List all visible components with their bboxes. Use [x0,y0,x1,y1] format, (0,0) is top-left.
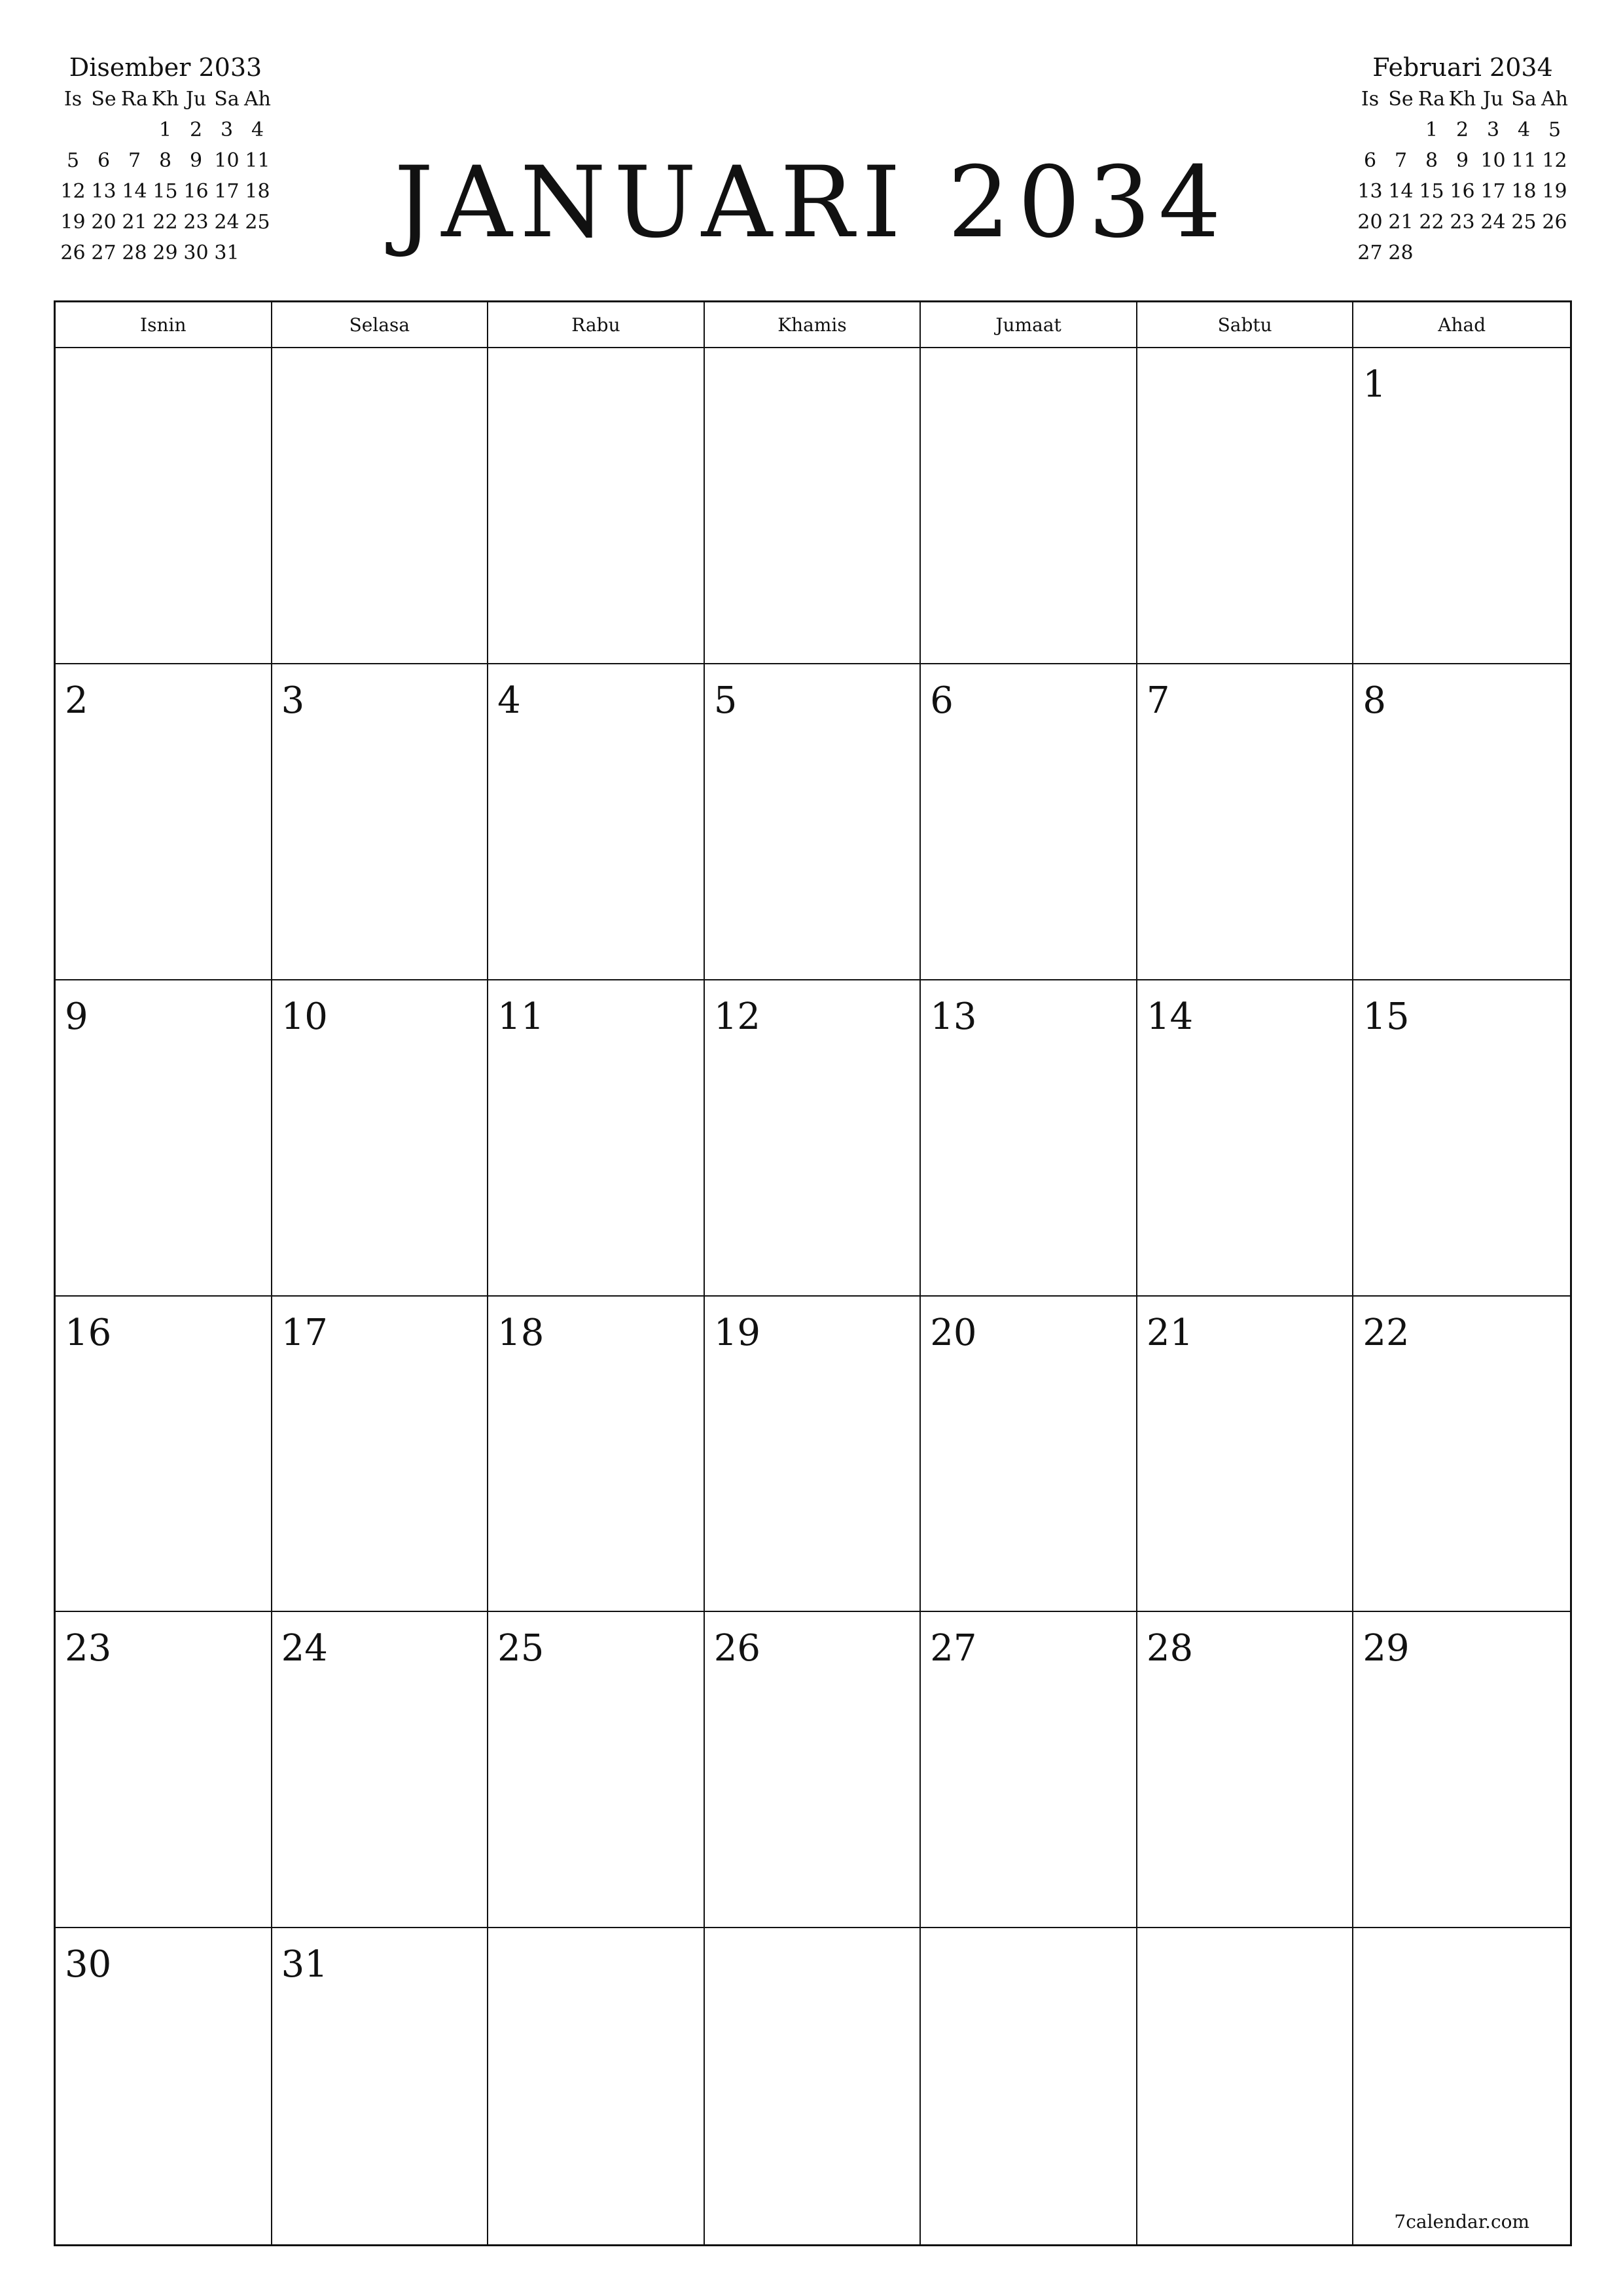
day-cell[interactable] [705,980,921,1297]
mini-weekday-label: Ah [1541,88,1568,111]
day-cell[interactable] [1353,980,1570,1297]
mini-day-number: 19 [60,211,86,234]
mini-day-number [1447,238,1478,268]
day-number: 8 [1363,679,1387,722]
mini-weekday-label: Is [1361,88,1380,111]
day-number: 22 [1363,1311,1410,1354]
mini-day-number: 28 [122,242,147,264]
day-number: 30 [65,1943,112,1986]
mini-day-number: 12 [1542,149,1567,172]
mini-day-number: 17 [214,180,240,203]
day-cell[interactable] [56,348,272,664]
day-number: 27 [930,1627,977,1670]
mini-weekday-label: Ra [1418,88,1446,111]
mini-day-number: 21 [1388,211,1414,234]
mini-day-number: 25 [1511,211,1537,234]
mini-day-number: 9 [1455,149,1469,172]
mini-day-number: 18 [1511,180,1537,203]
day-number: 6 [930,679,954,722]
day-number: 19 [713,1311,760,1354]
mini-day-number [119,115,150,145]
mini-day-number: 24 [214,211,240,234]
day-cell[interactable] [1353,1297,1570,1613]
day-number: 16 [65,1311,112,1354]
mini-weekday-label: Is [63,88,82,111]
day-number: 21 [1146,1311,1194,1354]
mini-day-number: 20 [91,211,116,234]
mini-day-number: 2 [1455,118,1469,141]
mini-day-number: 5 [1548,118,1561,141]
day-number: 5 [713,679,738,722]
weekday-header: Selasa [272,302,489,348]
day-cell[interactable] [488,1297,705,1613]
mini-day-number: 23 [1450,211,1475,234]
mini-day-number: 1 [158,118,172,141]
mini-day-number [242,238,273,268]
day-cell[interactable] [272,1928,489,2244]
day-cell[interactable] [1137,1612,1354,1928]
day-cell[interactable] [1353,664,1570,980]
mini-day-number: 15 [152,180,178,203]
mini-day-number [1478,238,1508,268]
day-cell[interactable] [921,1612,1137,1928]
day-cell[interactable] [272,348,489,664]
day-cell[interactable] [272,664,489,980]
day-cell[interactable] [705,1928,921,2244]
mini-day-number: 29 [152,242,178,264]
mini-weekday-label: Sa [214,88,240,111]
mini-day-number [1385,115,1416,145]
day-number: 20 [930,1311,977,1354]
weekday-header: Ahad [1353,302,1570,348]
day-cell[interactable] [56,1612,272,1928]
mini-day-number: 17 [1480,180,1506,203]
mini-day-number: 3 [1486,118,1500,141]
day-cell[interactable] [1353,348,1570,664]
mini-weekday-label: Sa [1511,88,1537,111]
day-number: 7 [1146,679,1170,722]
mini-weekday-label: Kh [1448,88,1476,111]
mini-calendar-title: Februari 2034 [1372,53,1553,82]
day-number: 25 [497,1627,544,1670]
mini-day-number [1416,238,1447,268]
mini-day-number: 7 [1394,149,1408,172]
day-number: 10 [281,995,328,1038]
mini-weekday-label: Kh [151,88,179,111]
weekday-header: Rabu [488,302,705,348]
day-number: 15 [1363,995,1410,1038]
mini-day-number: 23 [183,211,209,234]
day-number: 18 [497,1311,544,1354]
day-cell[interactable] [1137,348,1354,664]
mini-day-number: 22 [1419,211,1444,234]
mini-day-number: 11 [245,149,270,172]
day-cell[interactable] [56,1928,272,2244]
day-cell[interactable] [921,980,1137,1297]
day-cell[interactable] [1137,1297,1354,1613]
mini-day-number: 13 [91,180,116,203]
day-cell[interactable] [56,664,272,980]
mini-day-number [88,115,119,145]
mini-day-number [1539,238,1570,268]
day-cell[interactable] [705,1612,921,1928]
day-number: 17 [281,1311,328,1354]
day-number: 1 [1363,363,1387,406]
mini-day-number [1508,238,1539,268]
mini-day-number [1355,115,1385,145]
mini-day-number: 15 [1419,180,1444,203]
mini-day-number: 5 [66,149,80,172]
day-number: 28 [1146,1627,1194,1670]
day-number: 26 [713,1627,760,1670]
day-cell[interactable] [705,664,921,980]
mini-weekday-label: Ah [244,88,271,111]
day-cell[interactable] [488,1612,705,1928]
day-cell[interactable] [705,1297,921,1613]
mini-day-number: 13 [1357,180,1383,203]
mini-day-number: 14 [1388,180,1414,203]
day-number: 4 [497,679,521,722]
mini-day-number: 31 [214,242,240,264]
day-number: 2 [65,679,88,722]
site-credit: 7calendar.com [1394,2211,1530,2233]
mini-day-number: 6 [97,149,111,172]
mini-calendar-previous-month [58,51,274,268]
mini-day-number: 28 [1388,242,1414,264]
mini-weekday-label: Se [91,88,116,111]
day-cell[interactable] [1137,664,1354,980]
mini-calendar-next-month [1355,51,1571,268]
weekday-header: Jumaat [921,302,1137,348]
mini-day-number: 14 [122,180,147,203]
day-cell[interactable] [56,980,272,1297]
mini-day-number: 9 [189,149,203,172]
mini-day-number: 26 [60,242,86,264]
day-cell[interactable] [488,1928,705,2244]
day-number: 29 [1363,1627,1410,1670]
mini-weekday-label: Se [1388,88,1414,111]
mini-day-number: 4 [1517,118,1531,141]
day-number: 31 [281,1943,328,1986]
mini-calendar-grid [1355,84,1571,268]
mini-weekday-label: Ra [120,88,149,111]
day-cell[interactable] [272,1297,489,1613]
day-number: 11 [497,995,544,1038]
day-cell[interactable] [1137,1928,1354,2244]
mini-weekday-label: Ju [185,88,207,111]
mini-day-number: 21 [122,211,147,234]
day-cell[interactable] [921,348,1137,664]
mini-day-number: 16 [1450,180,1475,203]
mini-day-number: 12 [60,180,86,203]
day-number: 14 [1146,995,1194,1038]
day-cell[interactable] [705,348,921,664]
day-cell[interactable] [1353,1928,1570,2244]
mini-day-number: 4 [251,118,264,141]
mini-day-number: 20 [1357,211,1383,234]
mini-day-number: 16 [183,180,209,203]
day-cell[interactable] [56,1297,272,1613]
day-cell[interactable] [488,348,705,664]
mini-day-number: 10 [214,149,240,172]
mini-day-number: 1 [1425,118,1438,141]
day-number: 23 [65,1627,112,1670]
page-title: JANUARI 2034 [394,146,1229,260]
mini-day-number [58,115,88,145]
mini-day-number: 24 [1480,211,1506,234]
weekday-header: Khamis [705,302,921,348]
day-number: 3 [281,679,305,722]
mini-day-number: 22 [152,211,178,234]
day-cell[interactable] [488,980,705,1297]
mini-day-number: 2 [189,118,203,141]
month-calendar-grid [54,300,1572,2246]
day-cell[interactable] [488,664,705,980]
day-number: 12 [713,995,760,1038]
day-cell[interactable] [1353,1612,1570,1928]
day-number: 9 [65,995,88,1038]
day-number: 13 [930,995,977,1038]
mini-weekday-label: Ju [1482,88,1504,111]
day-cell[interactable] [921,664,1137,980]
weekday-header: Sabtu [1137,302,1354,348]
mini-day-number: 27 [1357,242,1383,264]
mini-day-number: 10 [1480,149,1506,172]
mini-day-number: 18 [245,180,270,203]
day-cell[interactable] [1137,980,1354,1297]
mini-day-number: 19 [1542,180,1567,203]
mini-day-number: 11 [1511,149,1537,172]
day-cell[interactable] [272,1612,489,1928]
mini-day-number: 30 [183,242,209,264]
mini-day-number: 7 [128,149,141,172]
day-cell[interactable] [921,1928,1137,2244]
mini-day-number: 8 [158,149,172,172]
mini-day-number: 6 [1363,149,1377,172]
day-number: 24 [281,1627,328,1670]
mini-calendar-grid [58,84,274,268]
mini-day-number: 26 [1542,211,1567,234]
day-cell[interactable] [921,1297,1137,1613]
mini-day-number: 3 [220,118,234,141]
mini-day-number: 27 [91,242,116,264]
mini-calendar-title: Disember 2033 [69,53,262,82]
day-cell[interactable] [272,980,489,1297]
mini-day-number: 25 [245,211,270,234]
weekday-header: Isnin [56,302,272,348]
mini-day-number: 8 [1425,149,1438,172]
